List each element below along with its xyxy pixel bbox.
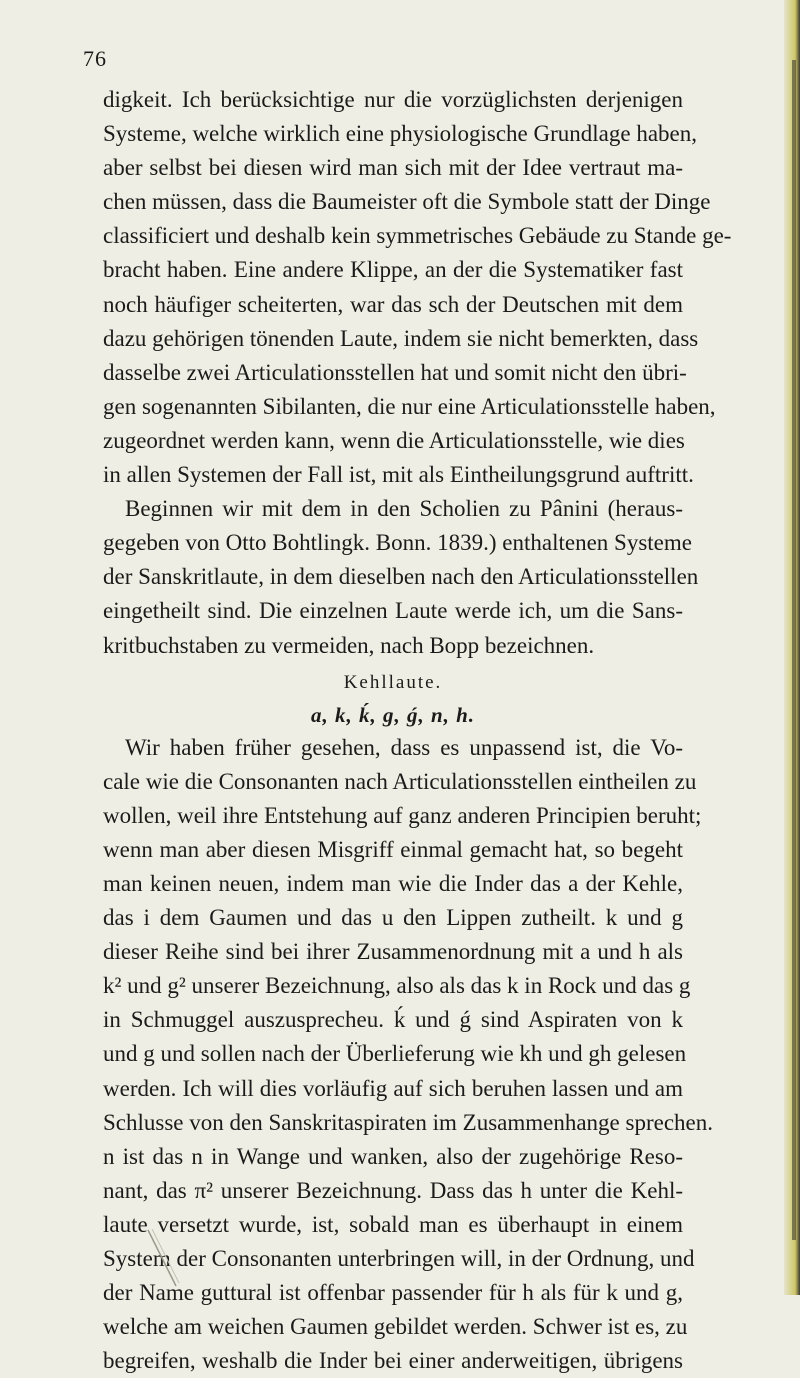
text-line: Beginnen wir mit dem in den Scholien zu Pânini (heraus- — [125, 496, 683, 522]
text-line: wollen, weil ihre Entstehung auf ganz anderen Principien beruht; — [103, 802, 702, 828]
text-line: begreifen, weshalb die Inder bei einer anderweitigen, übrigens — [103, 1348, 683, 1374]
page-body — [103, 83, 732, 1378]
text-line: zugeordnet werden kann, wenn die Articulationsstelle, wie dies — [103, 427, 685, 453]
text-line: dazu gehörigen tönenden Laute, indem sie nicht bemerkten, dass — [103, 325, 699, 351]
text-line: k² und g² unserer Bezeichnung, also als das k in Rock und das g — [103, 973, 691, 999]
text-line: wenn man aber diesen Misgriff einmal gemacht hat, so begeht — [103, 836, 683, 862]
text-line: System der Consonanten unterbringen will, in der Ordnung, und — [103, 1246, 695, 1271]
text-line: chen müssen, dass die Baumeister oft die Symbole statt der Dinge — [103, 189, 711, 215]
page-number: 76 — [83, 46, 107, 71]
text-line: der Name guttural ist offenbar passender für h als für k und g, — [103, 1280, 683, 1306]
text-line: nant, das π² unserer Bezeichnung. Dass das h unter die Kehl- — [103, 1177, 683, 1203]
text-line: werden. Ich will dies vorläufig auf sich beruhen lassen und am — [103, 1075, 683, 1101]
text-line: laute versetzt wurde, ist, sobald man es überhaupt in einem — [103, 1211, 683, 1237]
text-line: man keinen neuen, indem man wie die Inder das a der Kehle, — [103, 870, 683, 896]
text-line: in Schmuggel auszusprecheu. ḱ und ǵ sind Aspiraten von k — [103, 1007, 683, 1033]
text-line: dieser Reihe sind bei ihrer Zusammenordnung mit a und h als — [103, 939, 683, 965]
text-line: und g und sollen nach der Überlieferung wie kh und gh gelesen — [103, 1041, 687, 1067]
text-line: eingetheilt sind. Die einzelnen Laute werde ich, um die Sans- — [103, 598, 683, 624]
text-line: der Sanskritlaute, in dem dieselben nach den Articulationsstellen — [103, 564, 699, 590]
text-line: cale wie die Consonanten nach Articulationsstellen eintheilen zu — [103, 768, 697, 794]
text-line: n ist das n in Wange und wanken, also der zugehörige Reso- — [103, 1143, 683, 1169]
text-line: kritbuchstaben zu vermeiden, nach Bopp bezeichnen. — [103, 632, 595, 658]
text-line: Schlusse von den Sanskritaspiraten im Zusammenhange sprechen. — [103, 1109, 713, 1135]
page-edge-shadow — [784, 0, 800, 1295]
text-line: gen sogenannten Sibilanten, die nur eine Articulationsstelle haben, — [103, 393, 716, 419]
text-line: digkeit. Ich berücksichtige nur die vorzüglichsten derjenigen — [103, 87, 683, 112]
text-line: aber selbst bei diesen wird man sich mit der Idee vertraut ma- — [103, 155, 683, 181]
paragraph-1 — [103, 83, 732, 492]
text-line: Systeme, welche wirklich eine physiologische Grundlage haben, — [103, 121, 698, 147]
letter-list: a, k, ḱ, g, ǵ, n, h. — [310, 702, 476, 727]
paragraph-3 — [103, 731, 713, 1378]
text-line: in allen Systemen der Fall ist, mit als Eintheilungsgrund auftritt. — [103, 462, 694, 488]
page-fold-mark — [146, 1228, 180, 1290]
text-line: noch häufiger scheiterten, war das sch der Deutschen mit dem — [103, 291, 683, 317]
text-line: dasselbe zwei Articulationsstellen hat und somit nicht den übri- — [103, 359, 687, 385]
text-line: Wir haben früher gesehen, dass es unpassend ist, die Vo- — [125, 734, 683, 760]
text-line: das i dem Gaumen und das u den Lippen zutheilt. k und g — [103, 905, 683, 931]
text-line: gegeben von Otto Bohtlingk. Bonn. 1839.) enthaltenen Systeme — [103, 530, 692, 556]
text-line: classificiert und deshalb kein symmetrisches Gebäude zu Stande ge- — [103, 223, 732, 249]
text-line: welche am weichen Gaumen gebildet werden. Schwer ist es, zu — [103, 1314, 688, 1340]
text-line: bracht haben. Eine andere Klippe, an der die Systematiker fast — [103, 257, 683, 283]
paragraph-2 — [103, 492, 699, 662]
section-heading: Kehllaute. — [343, 671, 443, 693]
